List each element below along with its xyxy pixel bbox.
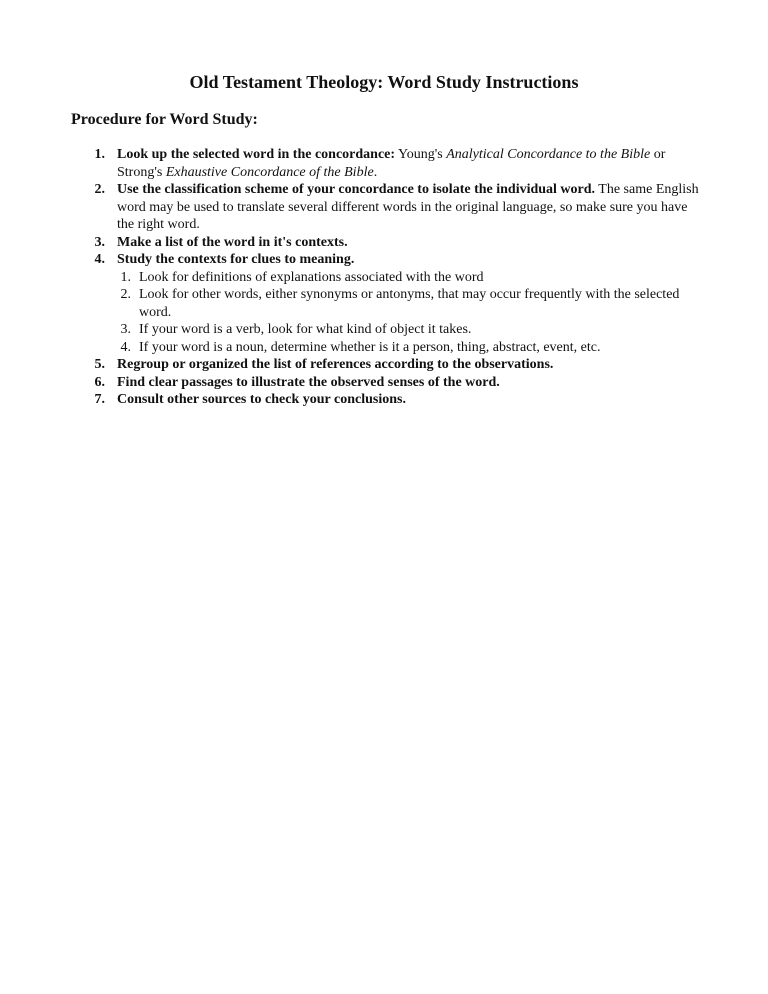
substep-text: If your word is a noun, determine whether is it a person, thing, abstract, event, etc. <box>139 339 601 355</box>
step-5 <box>71 356 701 374</box>
substep-number: 4. <box>120 339 131 355</box>
substep-text: Look for definitions of explanations associated with the word <box>139 269 484 285</box>
step-number: 1. <box>94 147 105 162</box>
step-lead: Consult other sources to check your conclusions. <box>117 392 406 407</box>
step-lead: Look up the selected word in the concordance: <box>117 147 396 162</box>
substep-number: 2. <box>120 287 131 302</box>
step-text: The same English word may be used to translate several different words in the original language, so make sure you have the right word. <box>117 182 699 232</box>
document-title: Old Testament Theology: Word Study Instructions <box>189 72 579 92</box>
substep-2 <box>117 286 701 321</box>
step-text: . <box>373 164 378 180</box>
step-number: 2. <box>94 182 105 197</box>
step-6 <box>71 374 701 392</box>
substep-text: Look for other words, either synonyms or antonyms, that may occur frequently with the selected word. <box>139 287 680 320</box>
step-text: Young's <box>395 147 447 162</box>
substep-number: 3. <box>120 322 131 337</box>
substep-text: If your word is a verb, look for what kind of object it takes. <box>139 322 472 337</box>
substep-number: 1. <box>120 269 131 285</box>
substep-1 <box>117 269 701 287</box>
procedure-heading: Procedure for Word Study: <box>71 111 258 128</box>
step-text: or Strong's <box>117 147 666 180</box>
step-number: 4. <box>94 252 105 267</box>
step-number: 3. <box>94 234 105 250</box>
book-title: Analytical Concordance to the Bible <box>446 147 651 162</box>
step-3 <box>71 234 701 252</box>
step-4 <box>71 251 701 356</box>
step-1 <box>71 146 701 181</box>
substep-4 <box>117 339 701 357</box>
step-lead: Make a list of the word in it's contexts. <box>117 234 348 250</box>
step-lead: Find clear passages to illustrate the observed senses of the word. <box>117 374 500 390</box>
step-number: 6. <box>94 374 105 390</box>
step-2 <box>71 181 701 234</box>
procedure-steps-list <box>71 146 701 409</box>
step-lead: Study the contexts for clues to meaning. <box>117 252 355 267</box>
substep-3 <box>117 321 701 339</box>
substeps-list <box>117 269 701 357</box>
step-number: 7. <box>94 392 105 407</box>
book-title: Exhaustive Concordance of the Bible <box>165 164 374 180</box>
step-lead: Regroup or organized the list of references according to the observations. <box>117 357 554 372</box>
step-lead: Use the classification scheme of your concordance to isolate the individual word. <box>117 182 596 197</box>
step-number: 5. <box>94 357 105 372</box>
step-7 <box>71 391 701 409</box>
